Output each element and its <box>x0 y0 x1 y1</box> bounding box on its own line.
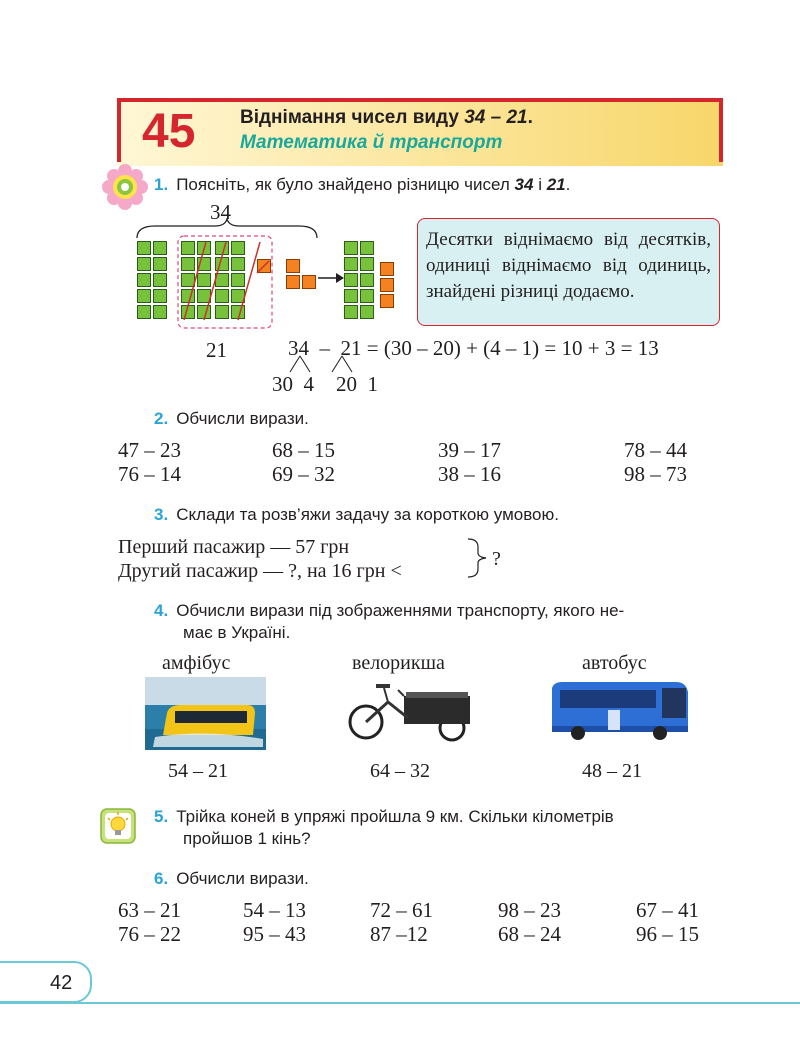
unit-cube <box>286 259 300 273</box>
vehicle-expr-rickshaw: 64 – 32 <box>370 760 430 782</box>
vehicle-label-rickshaw: велорикша <box>352 652 445 674</box>
arrow-icon <box>318 272 344 284</box>
task6-col-2: 54 – 13 95 – 43 <box>243 898 306 946</box>
ten-cube <box>153 289 167 303</box>
task2-col-2: 68 – 15 69 – 32 <box>272 438 335 486</box>
ten-cube <box>360 241 374 255</box>
unit-cube <box>380 294 394 308</box>
task6-number: 6. <box>154 869 169 888</box>
task6-col-5: 67 – 41 96 – 15 <box>636 898 699 946</box>
task6-col-1: 63 – 21 76 – 22 <box>118 898 181 946</box>
task6-col-3: 72 – 61 87 –12 <box>370 898 433 946</box>
task1-text: 1. Поясніть, як було знайдено різницю чисел 34 і 21. <box>154 175 571 194</box>
ten-cube <box>137 241 151 255</box>
crossed-unit <box>255 259 271 275</box>
task2-text: 2. Обчисли вирази. <box>154 409 309 428</box>
task2-col-1: 47 – 23 76 – 14 <box>118 438 181 486</box>
header-right-border <box>719 98 723 162</box>
lesson-number: 45 <box>142 105 196 158</box>
bus-image <box>548 680 690 742</box>
vehicle-label-bus: автобус <box>582 652 647 674</box>
ten-cube <box>344 273 358 287</box>
rule-box: Десятки віднімаємо від десятків, одиниці віднімаємо від одиниць, знайдені різниці додаємо. <box>417 218 720 326</box>
ten-cube <box>153 257 167 271</box>
ten-cube <box>137 273 151 287</box>
lightbulb-icon <box>100 808 136 844</box>
task1-number: 1. <box>154 175 169 194</box>
brace-label: 34 <box>210 200 231 224</box>
ten-cube <box>360 273 374 287</box>
ten-cube <box>153 305 167 319</box>
unit-cube <box>380 262 394 276</box>
amphibus-image <box>145 677 266 750</box>
header-left-border <box>117 98 121 162</box>
unit-cube <box>286 275 300 289</box>
task4-number: 4. <box>154 601 169 620</box>
ten-cube <box>344 241 358 255</box>
page-number-tab <box>0 961 92 1003</box>
task6-col-4: 98 – 23 68 – 24 <box>498 898 561 946</box>
cargo-bike-image <box>348 678 474 744</box>
equation: 34 – 21 = (30 – 20) + (4 – 1) = 10 + 3 = 13 <box>288 336 659 360</box>
task3-condition: Перший пасажир — 57 грн Другий пасажир — ?, на 16 грн < <box>118 536 402 582</box>
split-left: 30 4 <box>272 372 314 396</box>
task5-number: 5. <box>154 807 169 826</box>
split-right: 20 1 <box>336 372 378 396</box>
label-21: 21 <box>206 338 227 362</box>
ten-cube <box>344 257 358 271</box>
task2-number: 2. <box>154 409 169 428</box>
crossed-selection <box>176 234 274 330</box>
task6-text: 6. Обчисли вирази. <box>154 869 309 888</box>
task3-text: 3. Склади та розв’яжи задачу за короткою умовою. <box>154 505 559 524</box>
ten-cube <box>360 257 374 271</box>
ten-cube <box>360 289 374 303</box>
task2-col-4: 78 – 44 98 – 73 <box>624 438 687 486</box>
ten-cube <box>153 273 167 287</box>
ten-cube <box>344 305 358 319</box>
task5-text: 5. Трійка коней в упряжі пройшла 9 км. Скільки кілометрів пройшов 1 кінь? <box>154 807 614 848</box>
lesson-title: Віднімання чисел виду 34 – 21. <box>240 107 533 128</box>
task3-number: 3. <box>154 505 169 524</box>
ten-cube <box>137 305 151 319</box>
ten-cube <box>137 289 151 303</box>
task2-col-3: 39 – 17 38 – 16 <box>438 438 501 486</box>
vehicle-label-amphibus: амфібус <box>162 652 231 674</box>
task3-question: ? <box>492 548 501 570</box>
flower-icon <box>100 163 150 211</box>
footer-line <box>0 1002 800 1004</box>
unit-cube <box>380 278 394 292</box>
right-brace <box>464 537 494 579</box>
ten-cube <box>153 241 167 255</box>
vehicle-expr-amphibus: 54 – 21 <box>168 760 228 782</box>
lesson-subtitle: Математика й транспорт <box>240 132 503 153</box>
task4-text: 4. Обчисли вирази під зображеннями транспорту, якого не- має в Україні. <box>154 601 625 642</box>
ten-cube <box>344 289 358 303</box>
vehicle-expr-bus: 48 – 21 <box>582 760 642 782</box>
page-number: 42 <box>50 972 73 994</box>
unit-cube <box>302 275 316 289</box>
ten-cube <box>137 257 151 271</box>
ten-cube <box>360 305 374 319</box>
